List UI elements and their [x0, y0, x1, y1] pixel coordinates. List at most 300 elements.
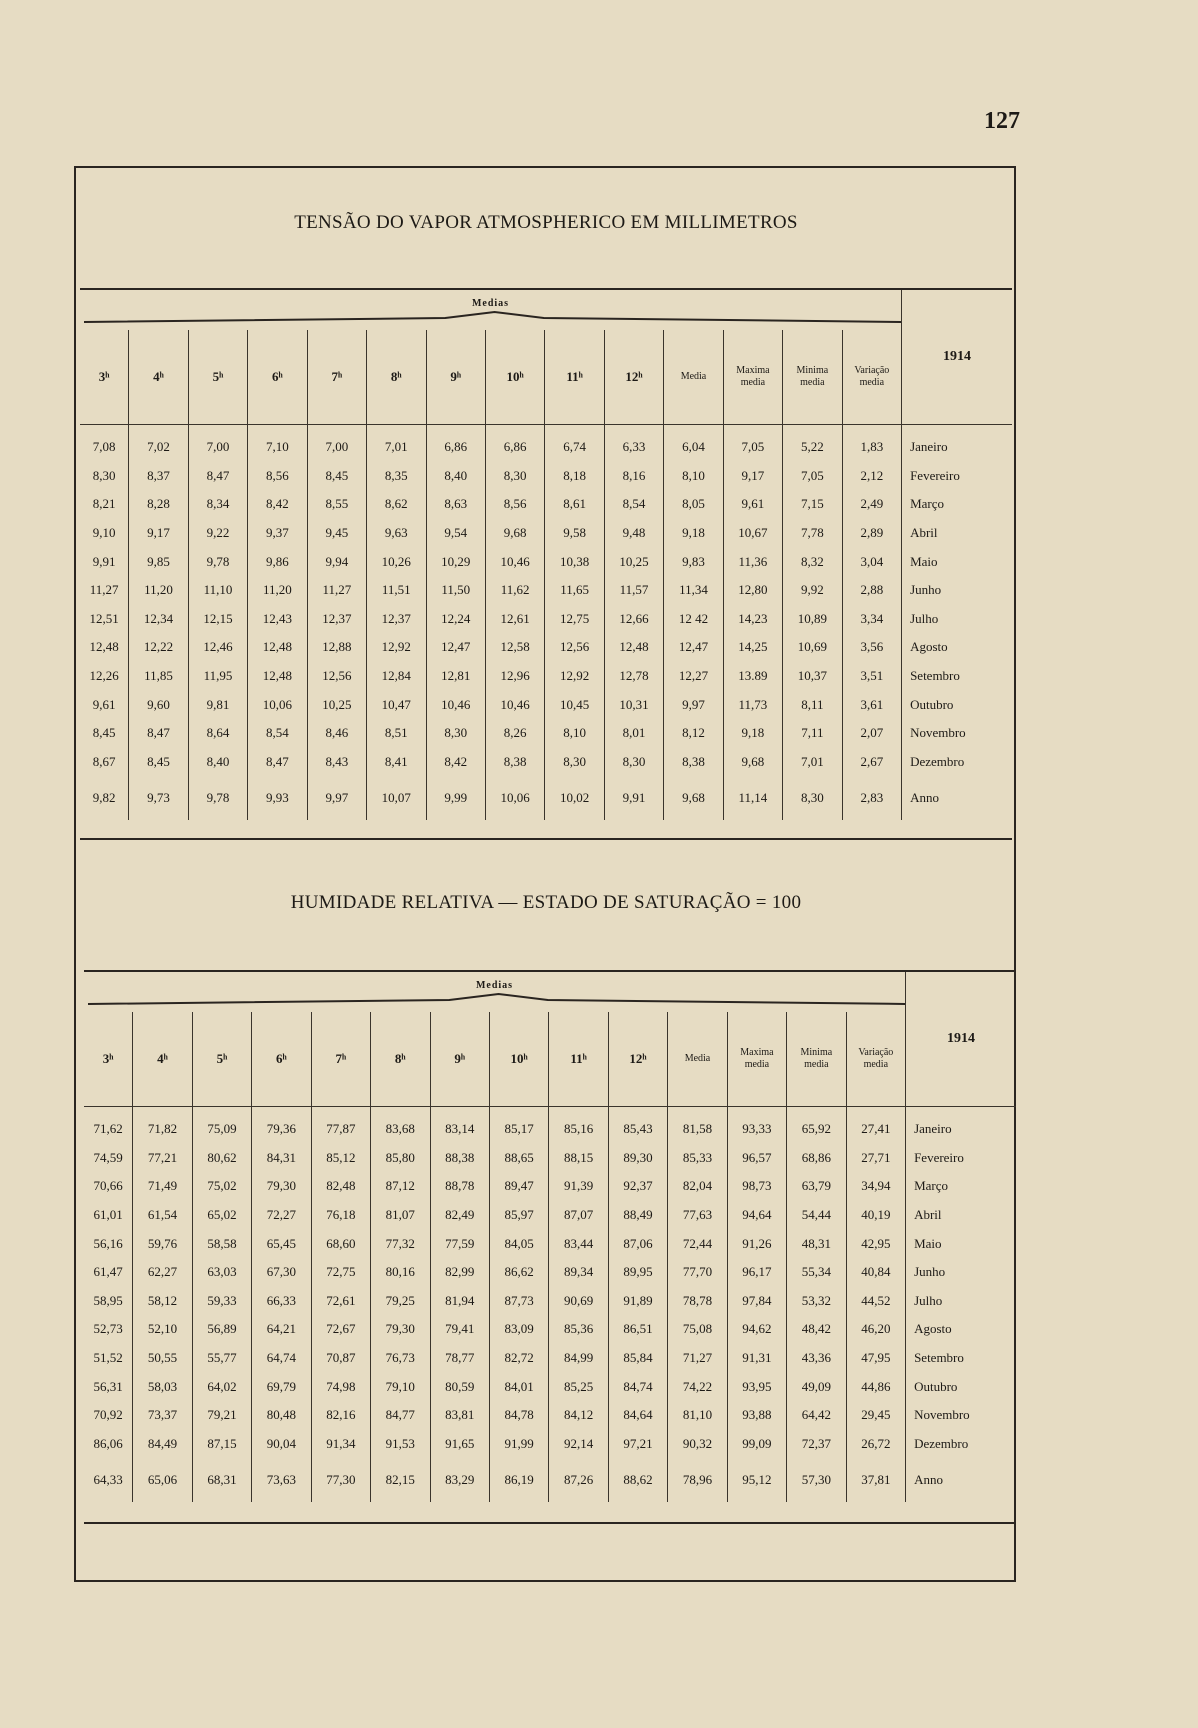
table-cell: 9,68 [723, 748, 782, 777]
table-cell: 8,61 [545, 490, 604, 519]
column-header: Maxima media [727, 1012, 786, 1107]
table-cell: 85,43 [608, 1107, 667, 1144]
table-cell: 10,89 [783, 605, 842, 634]
table-cell: 9,37 [248, 519, 307, 548]
table-cell: 58,03 [133, 1372, 192, 1401]
table-cell: 11,36 [723, 547, 782, 576]
table-cell: 8,54 [604, 490, 663, 519]
table-cell: 81,58 [668, 1107, 727, 1144]
table-cell: 91,31 [727, 1344, 786, 1373]
table-cell: 74,98 [311, 1372, 370, 1401]
table-row [84, 1315, 1016, 1344]
month-label: Agosto [906, 1315, 1016, 1344]
brace-icon [84, 310, 902, 324]
annual-cell: 9,78 [188, 776, 247, 820]
annual-cell: 9,82 [92, 790, 116, 806]
table-cell: 85,16 [549, 1107, 608, 1144]
table-cell: 12,47 [426, 633, 485, 662]
table-cell: 71,49 [133, 1172, 192, 1201]
table-cell: 11,27 [89, 582, 119, 598]
month-label: Maio [902, 547, 1012, 576]
column-header: 4ʰ [129, 330, 188, 425]
month-label: Junho [902, 576, 1012, 605]
table-cell: 56,16 [93, 1235, 123, 1251]
table-cell: 12,48 [248, 633, 307, 662]
table-cell: 59,76 [133, 1229, 192, 1258]
table-row [84, 1201, 1016, 1230]
table-cell: 84,12 [549, 1401, 608, 1430]
table-row [84, 1344, 1016, 1373]
table-cell: 11,65 [545, 576, 604, 605]
table-cell: 97,84 [727, 1287, 786, 1316]
table-cell: 12,61 [485, 605, 544, 634]
table-row [80, 576, 1012, 605]
table-cell: 90,04 [252, 1430, 311, 1459]
table-row [80, 748, 1012, 777]
table-cell: 56,31 [93, 1378, 123, 1394]
table-cell: 9,18 [664, 519, 723, 548]
table-cell: 11,51 [367, 576, 426, 605]
table-cell: 3,56 [842, 633, 902, 662]
annual-cell: 73,63 [252, 1458, 311, 1502]
table-cell: 93,33 [727, 1107, 786, 1144]
table-cell: 50,55 [133, 1344, 192, 1373]
table-cell: 73,37 [133, 1401, 192, 1430]
table-cell: 68,60 [311, 1229, 370, 1258]
column-header: 11ʰ [545, 330, 604, 425]
table-cell: 10,47 [367, 690, 426, 719]
table-cell: 61,54 [133, 1201, 192, 1230]
table-row [80, 462, 1012, 491]
table-cell: 12,88 [307, 633, 366, 662]
table-cell: 87,15 [192, 1430, 251, 1459]
table-cell: 84,74 [608, 1372, 667, 1401]
table-cell: 80,59 [430, 1372, 489, 1401]
annual-cell: 78,96 [668, 1458, 727, 1502]
table-cell: 2,88 [842, 576, 902, 605]
table-cell: 6,86 [485, 425, 544, 462]
table-row [84, 1287, 1016, 1316]
table-cell: 11,95 [188, 662, 247, 691]
column-header: Media [664, 330, 723, 425]
table-cell: 10,29 [426, 547, 485, 576]
table-cell: 12,47 [664, 633, 723, 662]
table-cell: 9,94 [307, 547, 366, 576]
annual-cell: 9,73 [129, 776, 188, 820]
table-cell: 79,10 [371, 1372, 430, 1401]
table-cell: 62,27 [133, 1258, 192, 1287]
table-cell: 8,46 [307, 719, 366, 748]
table-cell: 12,34 [129, 605, 188, 634]
table-cell: 8,64 [188, 719, 247, 748]
table-cell: 85,84 [608, 1344, 667, 1373]
table-cell: 72,37 [787, 1430, 846, 1459]
annual-cell: 37,81 [846, 1458, 906, 1502]
table-cell: 88,38 [430, 1144, 489, 1173]
table-cell: 75,09 [192, 1107, 251, 1144]
table-cell: 5,22 [783, 425, 842, 462]
month-label: Julho [906, 1287, 1016, 1316]
table-cell: 87,07 [549, 1201, 608, 1230]
table-cell: 46,20 [846, 1315, 906, 1344]
column-header: Maxima media [723, 330, 782, 425]
annual-cell: 82,15 [371, 1458, 430, 1502]
table-cell: 42,95 [846, 1229, 906, 1258]
medias-label: Medias [471, 298, 510, 309]
table-cell: 11,50 [426, 576, 485, 605]
table-cell: 8,30 [92, 467, 116, 483]
table-cell: 85,25 [549, 1372, 608, 1401]
table-row [84, 1144, 1016, 1173]
table-cell: 10,31 [604, 690, 663, 719]
table-row [84, 1172, 1016, 1201]
table-cell: 77,70 [668, 1258, 727, 1287]
table-cell: 12,96 [485, 662, 544, 691]
table-cell: 75,02 [192, 1172, 251, 1201]
table-cell: 79,36 [252, 1107, 311, 1144]
column-header: 11ʰ [549, 1012, 608, 1107]
table-cell: 11,20 [248, 576, 307, 605]
table-cell: 3,61 [842, 690, 902, 719]
table-cell: 72,44 [668, 1229, 727, 1258]
humidity-bottom-rule [84, 1522, 1016, 1524]
table-cell: 84,49 [133, 1430, 192, 1459]
table-cell: 70,87 [311, 1344, 370, 1373]
table-cell: 89,30 [608, 1144, 667, 1173]
table-cell: 81,94 [430, 1287, 489, 1316]
column-header: 10ʰ [489, 1012, 548, 1107]
table-cell: 91,99 [489, 1430, 548, 1459]
table-cell: 7,10 [248, 425, 307, 462]
table-cell: 90,69 [549, 1287, 608, 1316]
table-cell: 64,74 [252, 1344, 311, 1373]
table-cell: 40,84 [846, 1258, 906, 1287]
table-cell: 8,54 [248, 719, 307, 748]
table-cell: 2,12 [842, 462, 902, 491]
table-cell: 8,47 [188, 462, 247, 491]
table-cell: 85,36 [549, 1315, 608, 1344]
month-label: Janeiro [906, 1107, 1016, 1144]
annual-cell: 11,14 [723, 776, 782, 820]
table-cell: 82,99 [430, 1258, 489, 1287]
table-cell: 70,66 [93, 1178, 123, 1194]
table-cell: 83,81 [430, 1401, 489, 1430]
table-cell: 88,65 [489, 1144, 548, 1173]
table-cell: 65,92 [787, 1107, 846, 1144]
table-cell: 3,51 [842, 662, 902, 691]
table-cell: 12,27 [664, 662, 723, 691]
table-cell: 8,42 [248, 490, 307, 519]
table-cell: 72,75 [311, 1258, 370, 1287]
table-cell: 10,38 [545, 547, 604, 576]
table-cell: 55,77 [192, 1344, 251, 1373]
medias-label: Medias [475, 980, 514, 991]
table-cell: 9,58 [545, 519, 604, 548]
table-cell: 92,37 [608, 1172, 667, 1201]
table-cell: 11,10 [188, 576, 247, 605]
vapor-bottom-rule [80, 838, 1012, 840]
table-cell: 12,51 [89, 610, 119, 626]
table-cell: 8,40 [426, 462, 485, 491]
table-cell: 8,40 [188, 748, 247, 777]
table-cell: 11,73 [723, 690, 782, 719]
annual-cell: 9,68 [664, 776, 723, 820]
annual-cell: 95,12 [727, 1458, 786, 1502]
table-cell: 12,81 [426, 662, 485, 691]
table-cell: 12,37 [367, 605, 426, 634]
table-cell: 70,92 [93, 1407, 123, 1423]
table-cell: 80,48 [252, 1401, 311, 1430]
table-cell: 8,30 [485, 462, 544, 491]
table-cell: 10,06 [248, 690, 307, 719]
table-cell: 44,52 [846, 1287, 906, 1316]
table-cell: 89,47 [489, 1172, 548, 1201]
table-cell: 79,30 [371, 1315, 430, 1344]
table-cell: 8,47 [129, 719, 188, 748]
table-cell: 8,63 [426, 490, 485, 519]
table-cell: 69,79 [252, 1372, 311, 1401]
table-cell: 58,12 [133, 1287, 192, 1316]
table-cell: 83,14 [430, 1107, 489, 1144]
table-row [80, 425, 1012, 462]
table-row [80, 547, 1012, 576]
column-header: 6ʰ [248, 330, 307, 425]
table-cell: 74,22 [668, 1372, 727, 1401]
table-cell: 8,45 [307, 462, 366, 491]
table-row [80, 633, 1012, 662]
table-cell: 3,04 [842, 547, 902, 576]
table-cell: 6,74 [545, 425, 604, 462]
table-cell: 58,58 [192, 1229, 251, 1258]
table-cell: 88,15 [549, 1144, 608, 1173]
table-cell: 52,10 [133, 1315, 192, 1344]
table-cell: 53,32 [787, 1287, 846, 1316]
table-cell: 11,57 [604, 576, 663, 605]
year-header: 1914 [906, 972, 1016, 1107]
table-cell: 71,82 [133, 1107, 192, 1144]
table-cell: 52,73 [93, 1321, 123, 1337]
month-label: Agosto [902, 633, 1012, 662]
column-header: 5ʰ [192, 1012, 251, 1107]
column-header: Minima media [787, 1012, 846, 1107]
table-cell: 91,53 [371, 1430, 430, 1459]
table-cell: 83,68 [371, 1107, 430, 1144]
table-cell: 8,28 [129, 490, 188, 519]
table-cell: 11,27 [307, 576, 366, 605]
table-cell: 79,30 [252, 1172, 311, 1201]
column-header: 12ʰ [608, 1012, 667, 1107]
table-cell: 87,06 [608, 1229, 667, 1258]
vapor-table [80, 290, 1012, 820]
annual-cell: 77,30 [311, 1458, 370, 1502]
column-header: 10ʰ [485, 330, 544, 425]
table-cell: 61,47 [93, 1264, 123, 1280]
table-cell: 11,62 [485, 576, 544, 605]
table-cell: 8,45 [92, 725, 116, 741]
table-cell: 8,10 [545, 719, 604, 748]
table-cell: 96,17 [727, 1258, 786, 1287]
humidity-title: HUMIDADE RELATIVA — ESTADO DE SATURAÇÃO = 100 [290, 892, 802, 913]
table-cell: 11,85 [129, 662, 188, 691]
page-number: 127 [984, 108, 1020, 134]
annual-cell: 86,19 [489, 1458, 548, 1502]
table-cell: 55,34 [787, 1258, 846, 1287]
table-cell: 7,05 [783, 462, 842, 491]
annual-cell: 65,06 [133, 1458, 192, 1502]
table-cell: 8,30 [545, 748, 604, 777]
table-row [80, 519, 1012, 548]
table-cell: 12,48 [248, 662, 307, 691]
annual-row [80, 776, 1012, 820]
table-cell: 7,00 [307, 425, 366, 462]
table-cell: 9,97 [664, 690, 723, 719]
table-cell: 88,49 [608, 1201, 667, 1230]
table-cell: 9,85 [129, 547, 188, 576]
column-header: 12ʰ [604, 330, 663, 425]
table-cell: 8,42 [426, 748, 485, 777]
month-label: Março [902, 490, 1012, 519]
table-cell: 8,43 [307, 748, 366, 777]
table-cell: 49,09 [787, 1372, 846, 1401]
table-cell: 88,78 [430, 1172, 489, 1201]
table-cell: 9,68 [485, 519, 544, 548]
table-cell: 8,55 [307, 490, 366, 519]
humidity-table [84, 972, 1016, 1502]
table-cell: 11,34 [664, 576, 723, 605]
column-header: 7ʰ [311, 1012, 370, 1107]
table-cell: 48,31 [787, 1229, 846, 1258]
table-cell: 66,33 [252, 1287, 311, 1316]
annual-cell: 8,30 [783, 776, 842, 820]
table-cell: 58,95 [93, 1292, 123, 1308]
annual-label: Anno [902, 776, 1012, 820]
table-cell: 13.89 [723, 662, 782, 691]
annual-cell: 9,99 [426, 776, 485, 820]
year-header: 1914 [902, 290, 1012, 425]
month-label: Fevereiro [906, 1144, 1016, 1173]
table-cell: 2,67 [842, 748, 902, 777]
column-header: 8ʰ [371, 1012, 430, 1107]
table-cell: 10,46 [485, 690, 544, 719]
annual-cell: 9,97 [307, 776, 366, 820]
column-header: 4ʰ [133, 1012, 192, 1107]
table-cell: 8,41 [367, 748, 426, 777]
month-label: Novembro [902, 719, 1012, 748]
table-cell: 77,87 [311, 1107, 370, 1144]
table-cell: 82,04 [668, 1172, 727, 1201]
table-cell: 94,64 [727, 1201, 786, 1230]
table-cell: 91,65 [430, 1430, 489, 1459]
annual-cell: 2,83 [842, 776, 902, 820]
table-cell: 34,94 [846, 1172, 906, 1201]
table-cell: 8,30 [426, 719, 485, 748]
table-cell: 72,61 [311, 1287, 370, 1316]
column-header: 3ʰ [102, 1051, 114, 1066]
table-cell: 40,19 [846, 1201, 906, 1230]
vapor-title: TENSÃO DO VAPOR ATMOSPHERICO EM MILLIMETROS [294, 212, 798, 233]
table-cell: 7,00 [188, 425, 247, 462]
table-row [80, 605, 1012, 634]
table-cell: 12 42 [664, 605, 723, 634]
table-cell: 9,78 [188, 547, 247, 576]
table-cell: 64,21 [252, 1315, 311, 1344]
table-cell: 10,25 [604, 547, 663, 576]
table-cell: 64,42 [787, 1401, 846, 1430]
column-header: Media [668, 1012, 727, 1107]
table-cell: 93,95 [727, 1372, 786, 1401]
annual-cell: 9,91 [604, 776, 663, 820]
month-label: Outubro [902, 690, 1012, 719]
table-cell: 65,02 [192, 1201, 251, 1230]
table-cell: 8,37 [129, 462, 188, 491]
table-cell: 97,21 [608, 1430, 667, 1459]
table-cell: 7,02 [129, 425, 188, 462]
table-cell: 12,75 [545, 605, 604, 634]
table-cell: 6,86 [426, 425, 485, 462]
table-cell: 9,17 [129, 519, 188, 548]
table-row [84, 1107, 1016, 1144]
table-row [84, 1372, 1016, 1401]
table-cell: 8,30 [604, 748, 663, 777]
table-cell: 8,12 [664, 719, 723, 748]
table-cell: 84,99 [549, 1344, 608, 1373]
table-cell: 8,05 [664, 490, 723, 519]
table-row [84, 1430, 1016, 1459]
table-cell: 12,92 [545, 662, 604, 691]
table-cell: 44,86 [846, 1372, 906, 1401]
column-header: Variação media [842, 330, 902, 425]
table-cell: 29,45 [846, 1401, 906, 1430]
annual-cell: 9,93 [248, 776, 307, 820]
table-cell: 82,72 [489, 1344, 548, 1373]
table-cell: 12,22 [129, 633, 188, 662]
table-cell: 12,48 [89, 639, 119, 655]
table-cell: 9,54 [426, 519, 485, 548]
table-cell: 9,60 [129, 690, 188, 719]
table-cell: 82,16 [311, 1401, 370, 1430]
table-cell: 85,12 [311, 1144, 370, 1173]
column-header: 9ʰ [430, 1012, 489, 1107]
table-cell: 3,34 [842, 605, 902, 634]
table-cell: 7,01 [367, 425, 426, 462]
month-label: Setembro [906, 1344, 1016, 1373]
table-cell: 63,79 [787, 1172, 846, 1201]
table-cell: 1,83 [842, 425, 902, 462]
table-cell: 12,15 [188, 605, 247, 634]
table-cell: 91,89 [608, 1287, 667, 1316]
table-cell: 8,01 [604, 719, 663, 748]
table-cell: 84,78 [489, 1401, 548, 1430]
annual-cell: 68,31 [192, 1458, 251, 1502]
table-cell: 8,47 [248, 748, 307, 777]
column-header: Minima media [783, 330, 842, 425]
table-cell: 9,91 [92, 553, 116, 569]
table-cell: 9,61 [723, 490, 782, 519]
table-cell: 10,45 [545, 690, 604, 719]
annual-cell: 83,29 [430, 1458, 489, 1502]
table-cell: 2,49 [842, 490, 902, 519]
table-cell: 8,11 [783, 690, 842, 719]
month-label: Março [906, 1172, 1016, 1201]
table-cell: 91,26 [727, 1229, 786, 1258]
month-label: Maio [906, 1229, 1016, 1258]
table-row [84, 1258, 1016, 1287]
annual-cell: 57,30 [787, 1458, 846, 1502]
table-cell: 87,12 [371, 1172, 430, 1201]
table-cell: 8,62 [367, 490, 426, 519]
table-cell: 7,05 [723, 425, 782, 462]
table-cell: 8,16 [604, 462, 663, 491]
